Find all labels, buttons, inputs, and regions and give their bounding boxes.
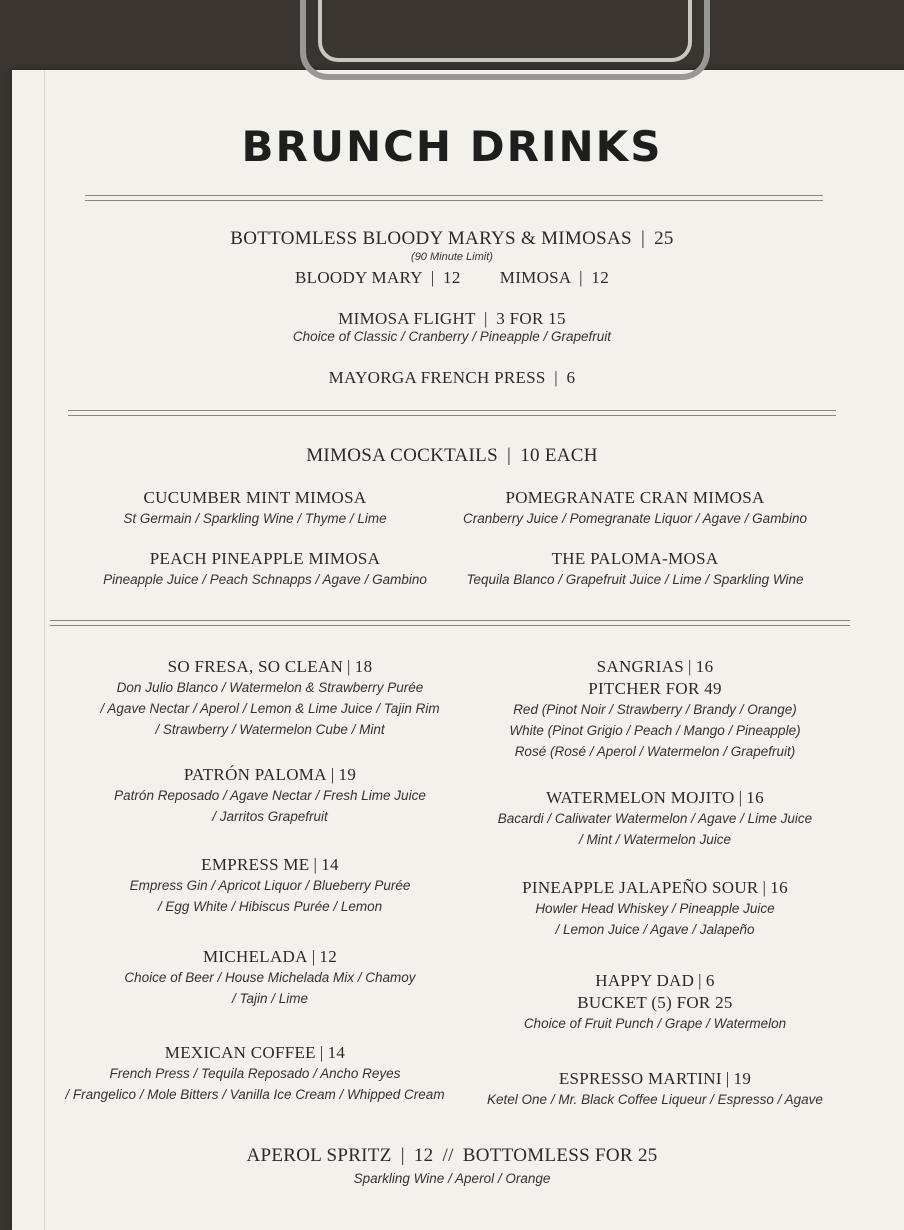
item-name: SO FRESA, SO CLEAN bbox=[167, 657, 344, 676]
item-name: THE PALOMA-MOSA bbox=[551, 549, 719, 568]
item-price: 16 bbox=[695, 657, 714, 676]
item-desc: Tequila Blanco / Grapefruit Juice / Lime / Sparkling Wine bbox=[466, 572, 804, 587]
menu-item-sangrias bbox=[470, 657, 840, 762]
menu-item-so-fresa bbox=[75, 657, 465, 740]
aperol-bottomless: BOTTOMLESS FOR 25 bbox=[462, 1145, 658, 1166]
item-name: APEROL SPRITZ bbox=[246, 1145, 392, 1166]
menu-item-happy-dad bbox=[470, 971, 840, 1034]
price-bar: | bbox=[640, 228, 646, 249]
item-desc-line: Rosé (Rosé / Aperol / Watermelon / Grapefruit) bbox=[514, 744, 796, 759]
price-bar: | bbox=[688, 657, 692, 676]
mimosa-name: MIMOSA bbox=[499, 268, 571, 287]
item-desc-line: / Lemon Juice / Agave / Jalapeño bbox=[555, 922, 755, 937]
mimosa-flight-desc: Choice of Classic / Cranberry / Pineapple / Grapefruit bbox=[292, 329, 612, 344]
item-desc-line: / Agave Nectar / Aperol / Lemon & Lime Juice / Tajin Rim bbox=[100, 701, 440, 716]
bloody-mary-name: BLOODY MARY bbox=[295, 268, 423, 287]
item-desc-line: / Strawberry / Watermelon Cube / Mint bbox=[155, 722, 385, 737]
item-desc-line: Choice of Beer / House Michelada Mix / Chamoy bbox=[124, 970, 416, 985]
price-bar: | bbox=[347, 657, 351, 676]
item-desc-line: White (Pinot Grigio / Peach / Mango / Pineapple) bbox=[509, 723, 801, 738]
price-bar: | bbox=[579, 268, 583, 287]
item-name: SANGRIAS bbox=[596, 657, 685, 676]
bottomless-price: 25 bbox=[654, 228, 674, 249]
menu-item-michelada bbox=[75, 947, 465, 1009]
divider-middle bbox=[68, 410, 836, 416]
bottomless-name: BOTTOMLESS BLOODY MARYS & MIMOSAS bbox=[230, 228, 632, 249]
price-bar: | bbox=[319, 1043, 324, 1062]
item-desc: Choice of Fruit Punch / Grape / Watermelon bbox=[523, 1016, 787, 1031]
item-price: 16 bbox=[746, 788, 764, 807]
mimosa-cocktails-title: MIMOSA COCKTAILS bbox=[306, 445, 498, 466]
item-desc-line: Patrón Reposado / Agave Nectar / Fresh Lime Juice bbox=[114, 788, 426, 803]
bottomless-note: (90 Minute Limit) bbox=[411, 251, 493, 263]
price-bar: | bbox=[430, 268, 435, 287]
mimosa-cocktails-price: 10 EACH bbox=[520, 445, 598, 466]
price-bar: | bbox=[738, 788, 743, 807]
menu-item-aperol-spritz bbox=[0, 1145, 904, 1167]
item-price: 14 bbox=[327, 1043, 346, 1062]
item-price: 12 bbox=[413, 1145, 434, 1166]
bloody-mimosa-row bbox=[0, 268, 904, 288]
menu-item-peach-pineapple-mimosa bbox=[90, 549, 440, 590]
item-desc-line: Howler Head Whiskey / Pineapple Juice bbox=[535, 901, 775, 916]
item-desc-line: / Egg White / Hibiscus Purée / Lemon bbox=[157, 899, 383, 914]
item-price: 18 bbox=[354, 657, 373, 676]
menu-item-pineapple-jalapeno-sour bbox=[470, 878, 840, 940]
french-press-item bbox=[0, 368, 904, 388]
item-name: EMPRESS ME bbox=[201, 855, 310, 874]
happy-dad-bucket: BUCKET (5) FOR 25 bbox=[577, 993, 733, 1012]
aperol-desc: Sparkling Wine / Aperol / Orange bbox=[353, 1171, 551, 1186]
item-price: 19 bbox=[733, 1069, 752, 1088]
divider-top bbox=[85, 195, 823, 201]
item-desc: Ketel One / Mr. Black Coffee Liqueur / Espresso / Agave bbox=[487, 1092, 823, 1107]
price-bar: | bbox=[484, 309, 488, 328]
double-slash: // bbox=[442, 1145, 454, 1166]
item-price: 6 bbox=[705, 971, 715, 990]
item-name: POMEGRANATE CRAN MIMOSA bbox=[505, 488, 765, 507]
price-bar: | bbox=[311, 947, 316, 966]
mimosa-price: 12 bbox=[591, 268, 609, 287]
price-bar: | bbox=[554, 368, 558, 387]
item-name: PATRÓN PALOMA bbox=[183, 765, 327, 784]
item-desc: St Germain / Sparkling Wine / Thyme / Lime bbox=[123, 511, 387, 526]
price-bar: | bbox=[762, 878, 767, 897]
menu-item-paloma-mosa bbox=[455, 549, 815, 590]
item-desc: Pineapple Juice / Peach Schnapps / Agave / Gambino bbox=[103, 572, 427, 587]
price-bar: | bbox=[313, 855, 318, 874]
item-name: HAPPY DAD bbox=[595, 971, 695, 990]
item-desc-line: Red (Pinot Noir / Strawberry / Brandy / Orange) bbox=[513, 702, 797, 717]
item-name: MEXICAN COFFEE bbox=[164, 1043, 316, 1062]
menu-item-patron-paloma bbox=[75, 765, 465, 827]
menu-item-espresso-martini bbox=[470, 1069, 840, 1110]
french-press-name: MAYORGA FRENCH PRESS bbox=[328, 368, 546, 387]
sangria-pitcher: PITCHER FOR 49 bbox=[588, 679, 722, 698]
menu-item-mexican-coffee bbox=[45, 1043, 465, 1105]
item-desc-line: / Mint / Watermelon Juice bbox=[578, 832, 732, 847]
item-price: 19 bbox=[338, 765, 357, 784]
menu-item-cucumber-mint-mimosa bbox=[90, 488, 420, 529]
menu-title: BRUNCH DRINKS bbox=[241, 122, 663, 171]
bloody-mary-price: 12 bbox=[443, 268, 461, 287]
item-name: PEACH PINEAPPLE MIMOSA bbox=[149, 549, 381, 568]
clipboard-clip-inner bbox=[318, 0, 692, 62]
item-price: 12 bbox=[319, 947, 338, 966]
item-desc-line: / Jarritos Grapefruit bbox=[212, 809, 328, 824]
mimosa-flight-name: MIMOSA FLIGHT bbox=[338, 309, 476, 328]
item-desc-line: / Frangelico / Mole Bitters / Vanilla Ice Cream / Whipped Cream bbox=[65, 1087, 445, 1102]
menu-item-empress-me bbox=[75, 855, 465, 917]
french-press-price: 6 bbox=[566, 368, 576, 387]
item-name: ESPRESSO MARTINI bbox=[558, 1069, 722, 1088]
item-price: 14 bbox=[321, 855, 339, 874]
item-price: 16 bbox=[770, 878, 788, 897]
price-bar: | bbox=[507, 445, 512, 466]
mimosa-flight-price: 3 FOR 15 bbox=[496, 309, 566, 328]
item-desc-line: French Press / Tequila Reposado / Ancho Reyes bbox=[109, 1066, 401, 1081]
item-desc-line: / Tajin / Lime bbox=[231, 991, 309, 1006]
item-desc-line: Don Julio Blanco / Watermelon & Strawberry Purée bbox=[116, 680, 424, 695]
price-bar: | bbox=[330, 765, 335, 784]
divider-lower bbox=[50, 620, 850, 626]
item-name: MICHELADA bbox=[202, 947, 308, 966]
item-desc: Cranberry Juice / Pomegranate Liquor / Agave / Gambino bbox=[463, 511, 807, 526]
price-bar: | bbox=[725, 1069, 730, 1088]
price-bar: | bbox=[698, 971, 702, 990]
item-name: WATERMELON MOJITO bbox=[546, 788, 735, 807]
item-desc-line: Bacardi / Caliwater Watermelon / Agave / Lime Juice bbox=[497, 811, 813, 826]
menu-item-watermelon-mojito bbox=[470, 788, 840, 850]
mimosa-cocktails-heading bbox=[0, 445, 904, 467]
item-name: PINEAPPLE JALAPEÑO SOUR bbox=[522, 878, 759, 897]
item-name: CUCUMBER MINT MIMOSA bbox=[143, 488, 367, 507]
menu-item-pomegranate-cran-mimosa bbox=[455, 488, 815, 529]
price-bar: | bbox=[400, 1145, 405, 1166]
item-desc-line: Empress Gin / Apricot Liquor / Blueberry Purée bbox=[129, 878, 411, 893]
